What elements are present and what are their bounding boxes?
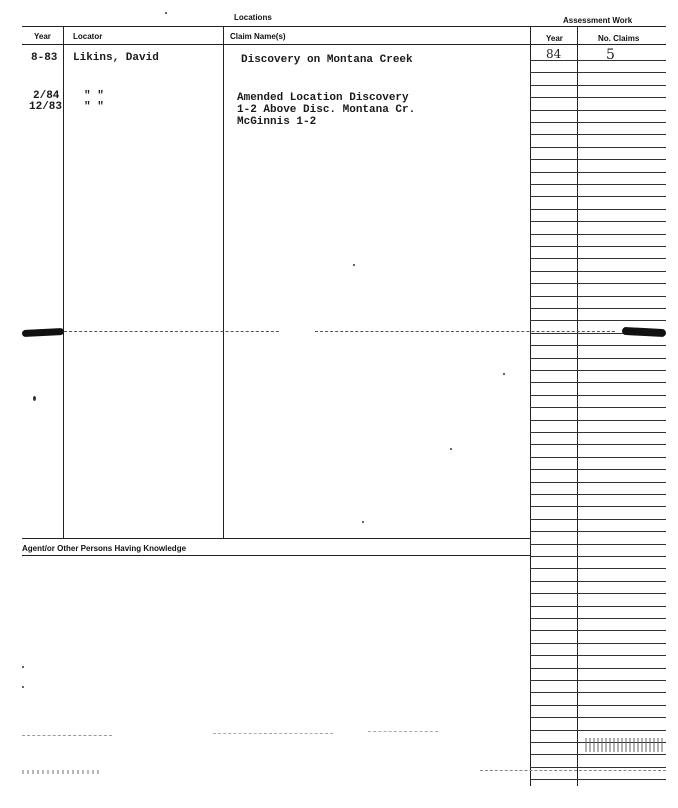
column-header-locator: Locator: [73, 32, 103, 41]
bottom-artifact-1: [22, 735, 112, 736]
assessment-year-value: 84: [546, 47, 562, 61]
agent-section-rule: [22, 555, 530, 556]
speck: [22, 666, 24, 668]
row-2-locator: " ": [84, 90, 104, 102]
bottom-artifact-3: [368, 731, 438, 732]
row-4-claim: McGinnis 1-2: [237, 116, 317, 128]
speck: [33, 396, 36, 401]
row-1-claim: Discovery on Montana Creek: [241, 54, 413, 66]
row-2-year: 2/84: [33, 90, 60, 102]
assessment-no-claims-value: 5: [606, 47, 615, 63]
fold-line-right: [315, 331, 615, 332]
row-1-locator: Likins, David: [73, 52, 159, 64]
column-header-year: Year: [34, 32, 51, 41]
speck: [503, 373, 505, 375]
speck: [165, 12, 167, 14]
row-1-year: 8-83: [31, 52, 58, 64]
speck: [362, 521, 364, 523]
agent-section-label: Agent/or Other Persons Having Knowledge: [22, 544, 187, 553]
bottom-artifact-4: [480, 770, 666, 771]
fold-line-left: [64, 331, 279, 332]
row-3-locator: " ": [84, 101, 104, 113]
row-3-claim: 1-2 Above Disc. Montana Cr.: [237, 104, 416, 116]
column-header-no-claims: No. Claims: [598, 34, 640, 43]
column-header-claim-names: Claim Name(s): [230, 32, 286, 41]
bottom-left-smudge: [22, 770, 102, 774]
table-bottom-rule: [22, 538, 530, 539]
speck: [22, 686, 24, 688]
speck: [450, 448, 452, 450]
row-2-claim: Amended Location Discovery: [237, 92, 409, 104]
column-header-aw-year: Year: [546, 34, 563, 43]
bottom-right-smudge: [585, 738, 663, 752]
locations-header: Locations: [234, 13, 272, 22]
assessment-work-header: Assessment Work: [563, 16, 633, 25]
speck: [353, 264, 355, 266]
row-3-year: 12/83: [29, 101, 63, 113]
bottom-artifact-2: [213, 733, 333, 734]
